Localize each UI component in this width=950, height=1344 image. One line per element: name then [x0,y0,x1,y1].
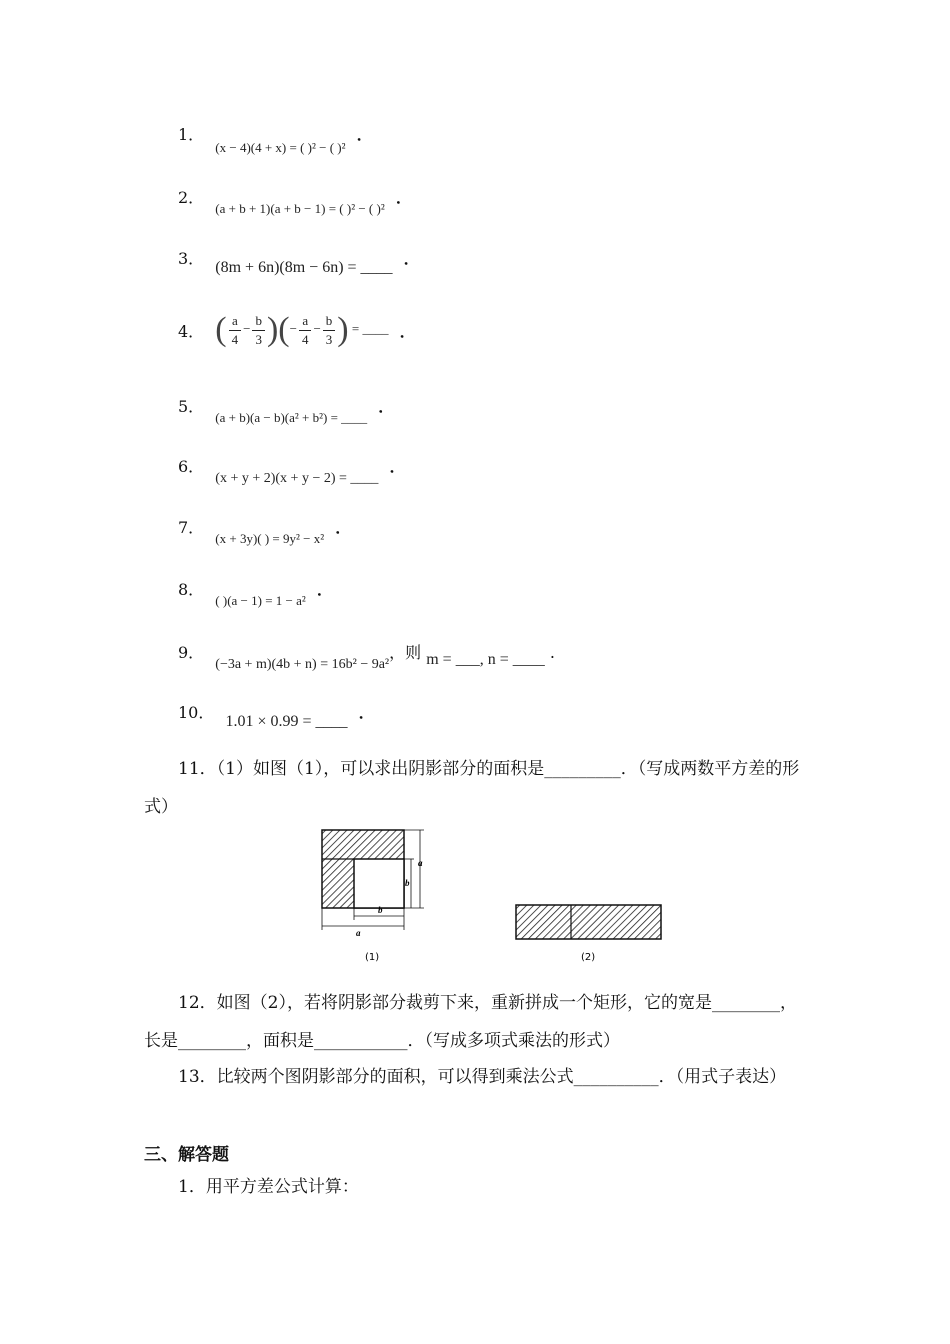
figure-2-caption: (2) [581,952,596,963]
paren-open: ( [215,311,227,348]
item-end: ． [316,580,333,599]
item-6 [178,454,406,486]
item-number: 7． [178,518,205,537]
item-end: ． [403,249,420,268]
item-4 [178,311,416,353]
section-3-question-1: 1．用平方差公式计算： [178,1177,359,1197]
minus: − [313,320,321,336]
item-end: ． [399,321,416,341]
inner-square [354,859,404,908]
item-mid: ，则 [389,643,422,662]
paren-open: ( [278,311,290,348]
item-expression: (x + y + 2)(x + y − 2) = ____ [215,471,379,486]
item-tail: = ____ [351,320,389,336]
item-end: ． [395,188,412,207]
item-expression [215,311,388,349]
item-3 [178,246,420,276]
minus: − [289,320,297,336]
figure-1 [312,822,442,967]
item-1 [178,122,373,155]
item-expression: (x + 3y)( ) = 9y² − x² [215,531,325,546]
label-a-bottom: a [356,928,361,938]
item-8 [178,577,333,608]
item-9 [178,640,555,672]
item-number: 5． [178,397,205,416]
item-number: 2． [178,188,205,207]
item-number: 10． [178,703,215,722]
question-13: 13．比较两个图阴影部分的面积，可以得到乘法公式__________．（用式子表达） [178,1067,787,1087]
item-2 [178,185,412,216]
label-b-bottom: b [378,905,383,915]
item-end: . [549,643,555,662]
item-number: 3． [178,249,205,268]
item-number: 8． [178,580,205,599]
section-heading: 三、解答题 [144,1145,229,1165]
item-number: 4． [178,322,205,341]
question-12: 12．如图（2），若将阴影部分裁剪下来，重新拼成一个矩形，它的宽是________，长是________，面积是___________．（写成多项式乘法的形式） [144,993,797,1051]
label-b-right: b [405,878,410,888]
paren-close: ) [266,311,279,348]
fraction: $\frac{b}{3}$ [252,312,265,349]
item-expression-2: m = ___, n = ____ [426,651,545,668]
item-7 [178,515,352,546]
item-end: ． [335,518,352,537]
item-expression: (a + b + 1)(a + b − 1) = ( )² − ( )² [215,201,385,216]
item-end: ． [389,457,406,476]
item-expression: (a + b)(a − b)(a² + b²) = ____ [215,410,368,425]
item-number: 9． [178,643,205,662]
item-number: 1． [178,125,205,144]
item-number: 6． [178,457,205,476]
item-10 [178,700,375,730]
fraction: $\frac{b}{3}$ [323,312,336,349]
item-expression: 1.01 × 0.99 = ____ [225,713,348,730]
item-end: ． [356,125,373,144]
figure-2 [508,895,668,970]
item-expression: (−3a + m)(4b + n) = 16b² − 9a² [215,657,390,672]
item-5 [178,394,395,425]
item-expression: (8m + 6n)(8m − 6n) = ____ [215,259,393,276]
figure-1-caption: (1) [365,952,380,963]
paren-close: ) [337,311,349,348]
label-a-right: a [418,858,423,868]
item-end: ． [358,703,375,722]
question-11: 11．（1）如图（1），可以求出阴影部分的面积是_________．（写成两数平方差的形式） [144,759,800,817]
item-end: ． [378,397,395,416]
item-expression: (x − 4)(4 + x) = ( )² − ( )² [215,140,346,155]
item-expression: ( )(a − 1) = 1 − a² [215,593,306,608]
minus: − [243,320,251,336]
fraction: $\frac{a}{4}$ [229,312,242,349]
rectangle [516,905,661,939]
fraction: $\frac{a}{4}$ [299,312,312,349]
